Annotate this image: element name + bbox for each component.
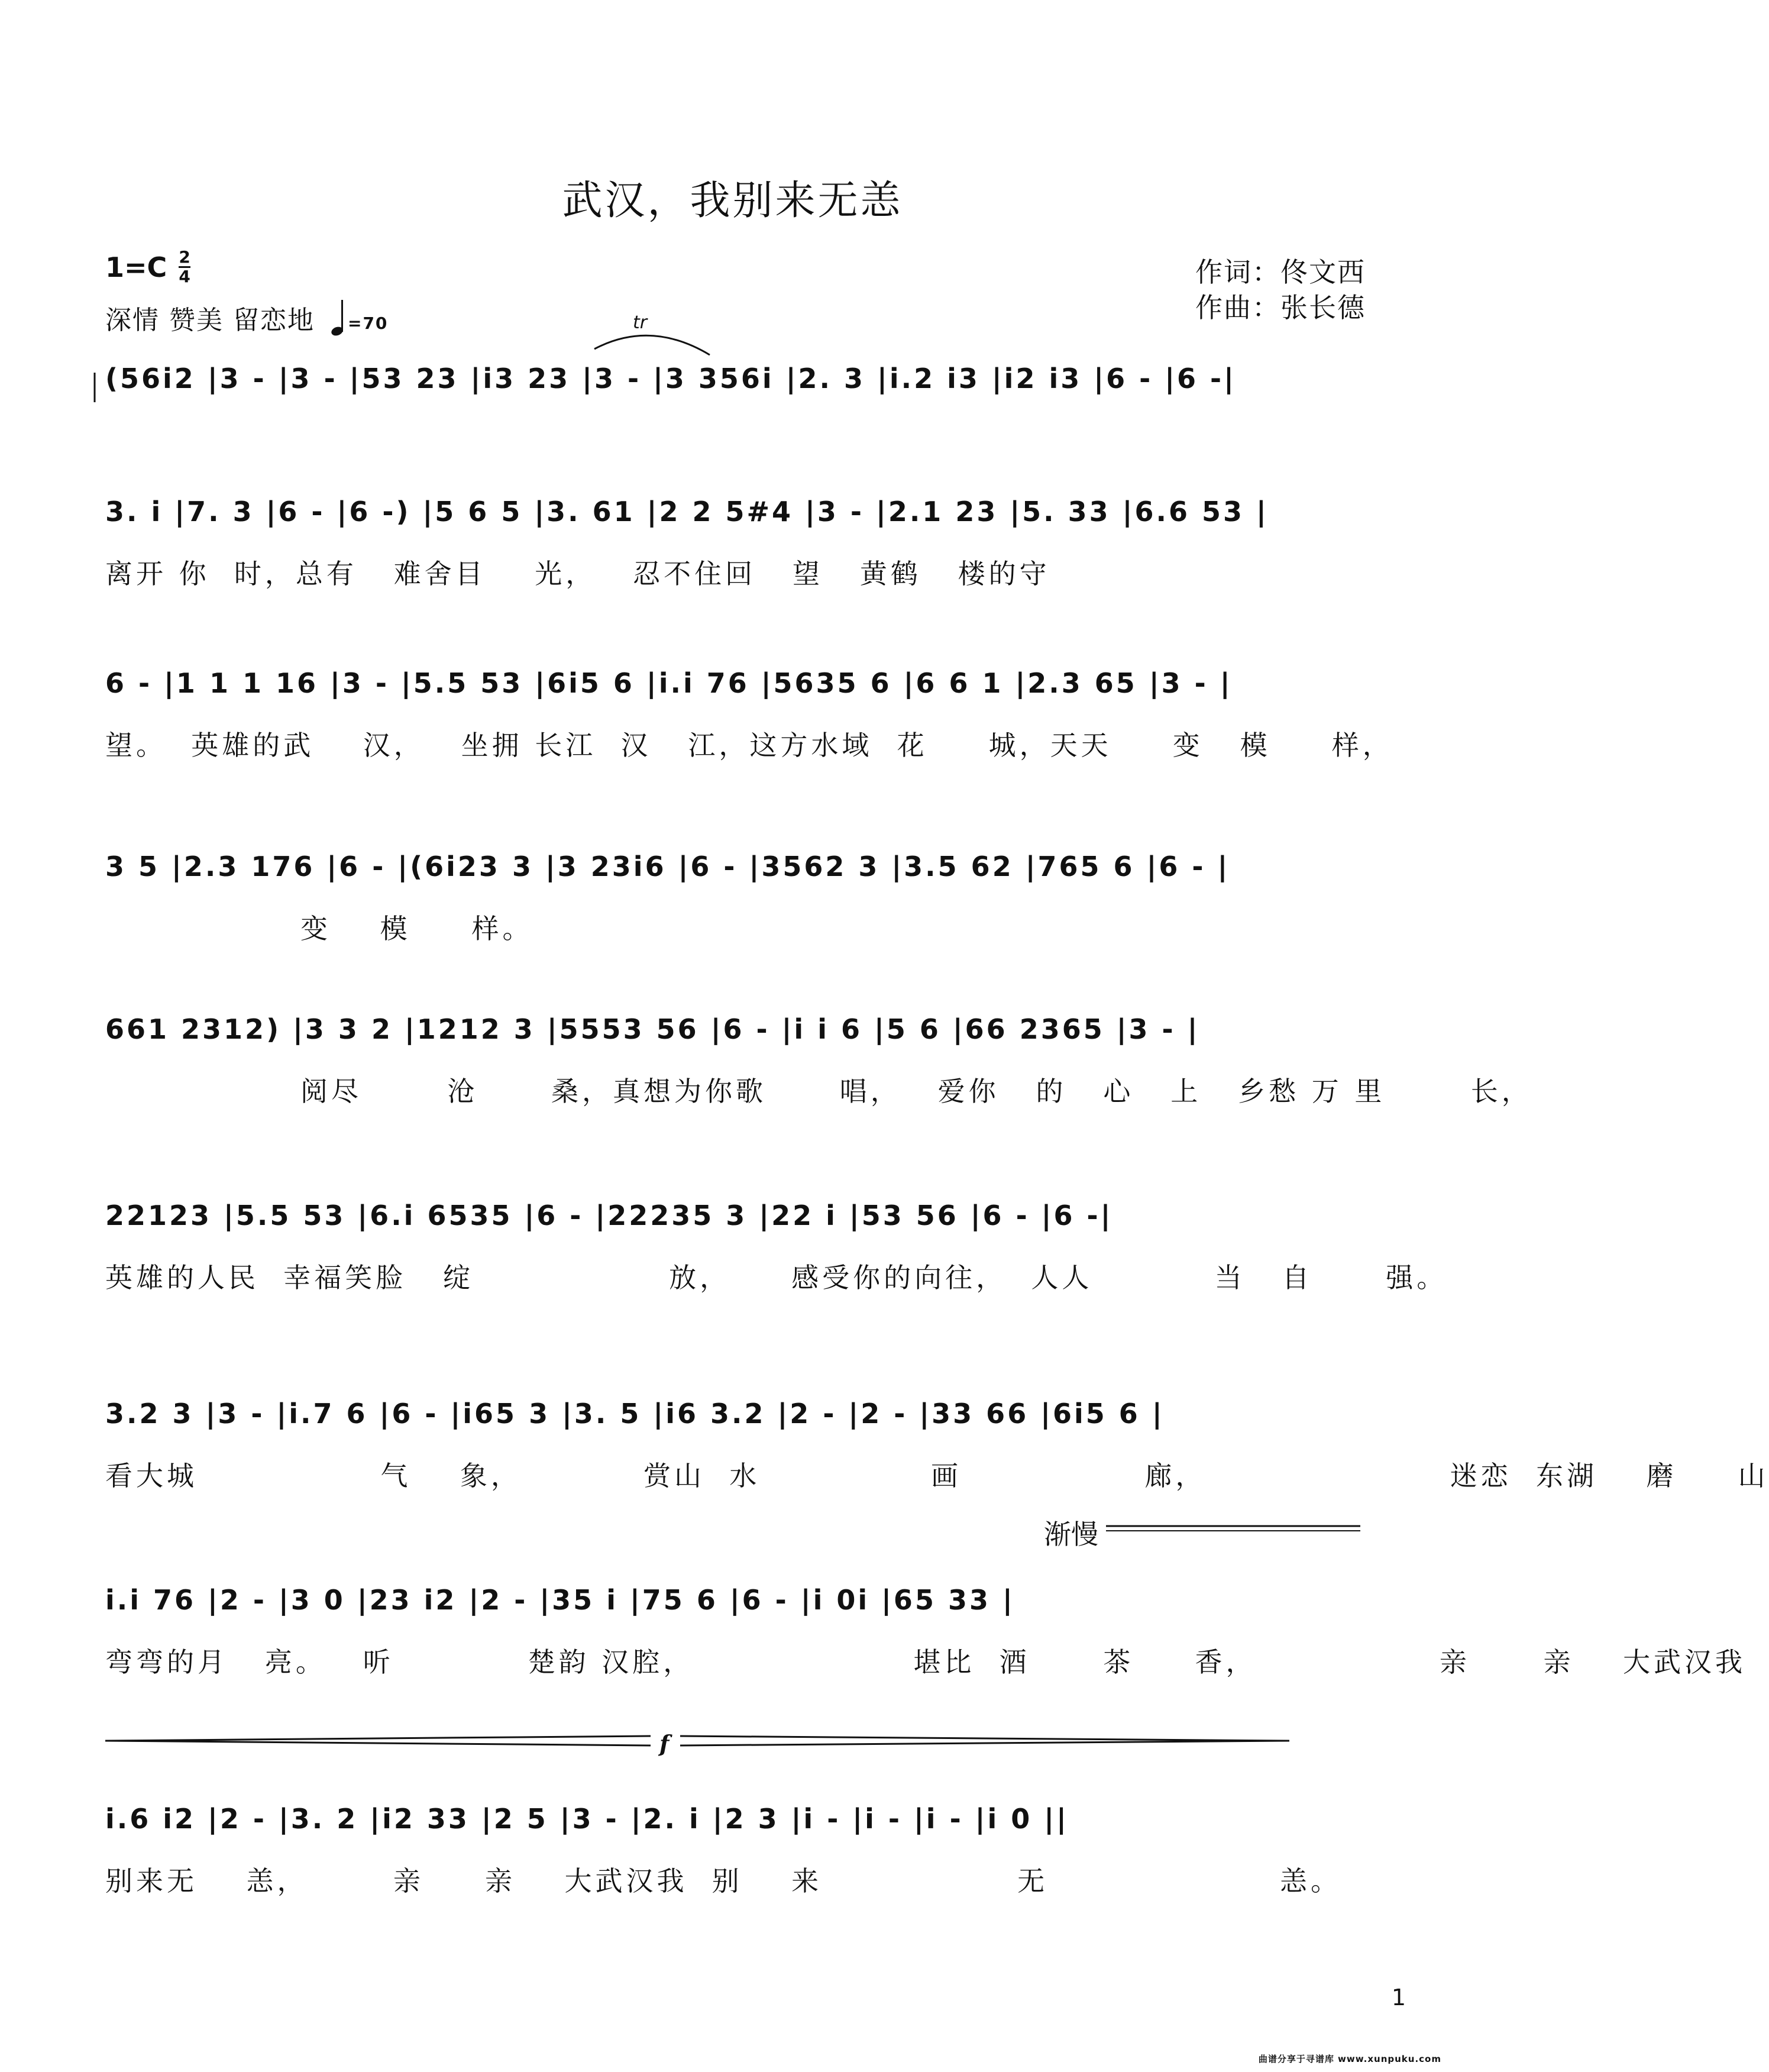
lyric-line: 望。 英雄的武 汉， 坐拥 长江 汉 江，这方水域 花 城，天天 变 模 样， — [105, 729, 1393, 761]
notation-line: (56i2 |3 - |3 - |53 23 |i3 23 |3 - |3 356i |2. 3 |i.2 i3 |i2 i3 |6 - |6 -| — [105, 363, 1236, 395]
tempo-value: =70 — [347, 313, 389, 333]
crescendo-hairpin-bottom — [105, 1741, 651, 1745]
lyric-line: 英雄的人民 幸福笑脸 绽 放， 感受你的向往， 人人 当 自 强。 — [105, 1262, 1448, 1294]
composer: 作曲：张长德 — [1195, 292, 1366, 324]
notation-line: 3. i |7. 3 |6 - |6 -) |5 6 5 |3. 61 |2 2 5#4 |3 - |2.1 23 |5. 33 |6.6 53 | — [105, 496, 1269, 528]
lyric-line: 看大城 气 象， 赏山 水 画 廊， 迷恋 东湖 磨 山 — [105, 1460, 1769, 1492]
notation-line: 6 - |1 1 1 16 |3 - |5.5 53 |6i5 6 |i.i 76 |5635 6 |6 6 1 |2.3 65 |3 - | — [105, 667, 1233, 699]
time-top: 2 — [179, 247, 190, 267]
notation-line: 3.2 3 |3 - |i.7 6 |6 - |i65 3 |3. 5 |i6 3.2 |2 - |2 - |33 66 |6i5 6 | — [105, 1398, 1165, 1430]
crescendo-hairpin-top — [105, 1736, 651, 1741]
decrescendo-hairpin-bottom — [680, 1741, 1289, 1745]
notation-line: 22123 |5.5 53 |6.i 6535 |6 - |22235 3 |22 i |53 56 |6 - |6 -| — [105, 1200, 1113, 1231]
notation-line: i.6 i2 |2 - |3. 2 |i2 33 |2 5 |3 - |2. i |2 3 |i - |i - |i - |i 0 || — [105, 1803, 1069, 1835]
song-title: 武汉，我别来无恙 — [562, 177, 903, 224]
notation-line: i.i 76 |2 - |3 0 |23 i2 |2 - |35 i |75 6 |6 - |i 0i |65 33 | — [105, 1584, 1015, 1616]
lyricist: 作词：佟文西 — [1195, 256, 1366, 288]
time-bottom: 4 — [179, 267, 190, 286]
slur-icon — [594, 335, 710, 355]
decrescendo-hairpin-top — [680, 1736, 1289, 1741]
watermark: 曲谱分享于寻谱库 www.xunpuku.com — [1258, 2054, 1441, 2064]
notation-line: 3 5 |2.3 176 |6 - |(6i23 3 |3 23i6 |6 - |3562 3 |3.5 62 |765 6 |6 - | — [105, 851, 1230, 883]
trill-marking: tr — [633, 312, 648, 333]
page-number: 1 — [1391, 1984, 1406, 2010]
lyric-line: 离开 你 时，总有 难舍目 光， 忍不住回 望 黄鹤 楼的守 — [105, 558, 1050, 590]
lyric-line: 阅尽 沧 桑，真想为你歌 唱， 爱你 的 心 上 乡愁 万 里 长， — [105, 1075, 1532, 1107]
expression-text: 深情 赞美 留恋地 — [105, 305, 315, 335]
lyric-line: 变 模 样。 — [105, 913, 533, 945]
ritardando-marking: 渐慢 — [1044, 1518, 1098, 1550]
lyric-line: 弯弯的月 亮。 听 楚韵 汉腔， 堪比 酒 茶 香， 亲 亲 大武汉我 — [105, 1646, 1747, 1678]
lyric-line: 别来无 恙， 亲 亲 大武汉我 别 来 无 恙。 — [105, 1865, 1341, 1897]
notation-line: 661 2312) |3 3 2 |1212 3 |5553 56 |6 - |i i 6 |5 6 |66 2365 |3 - | — [105, 1013, 1200, 1045]
forte-marking: f — [659, 1730, 670, 1757]
key-label: 1=C — [105, 251, 167, 283]
